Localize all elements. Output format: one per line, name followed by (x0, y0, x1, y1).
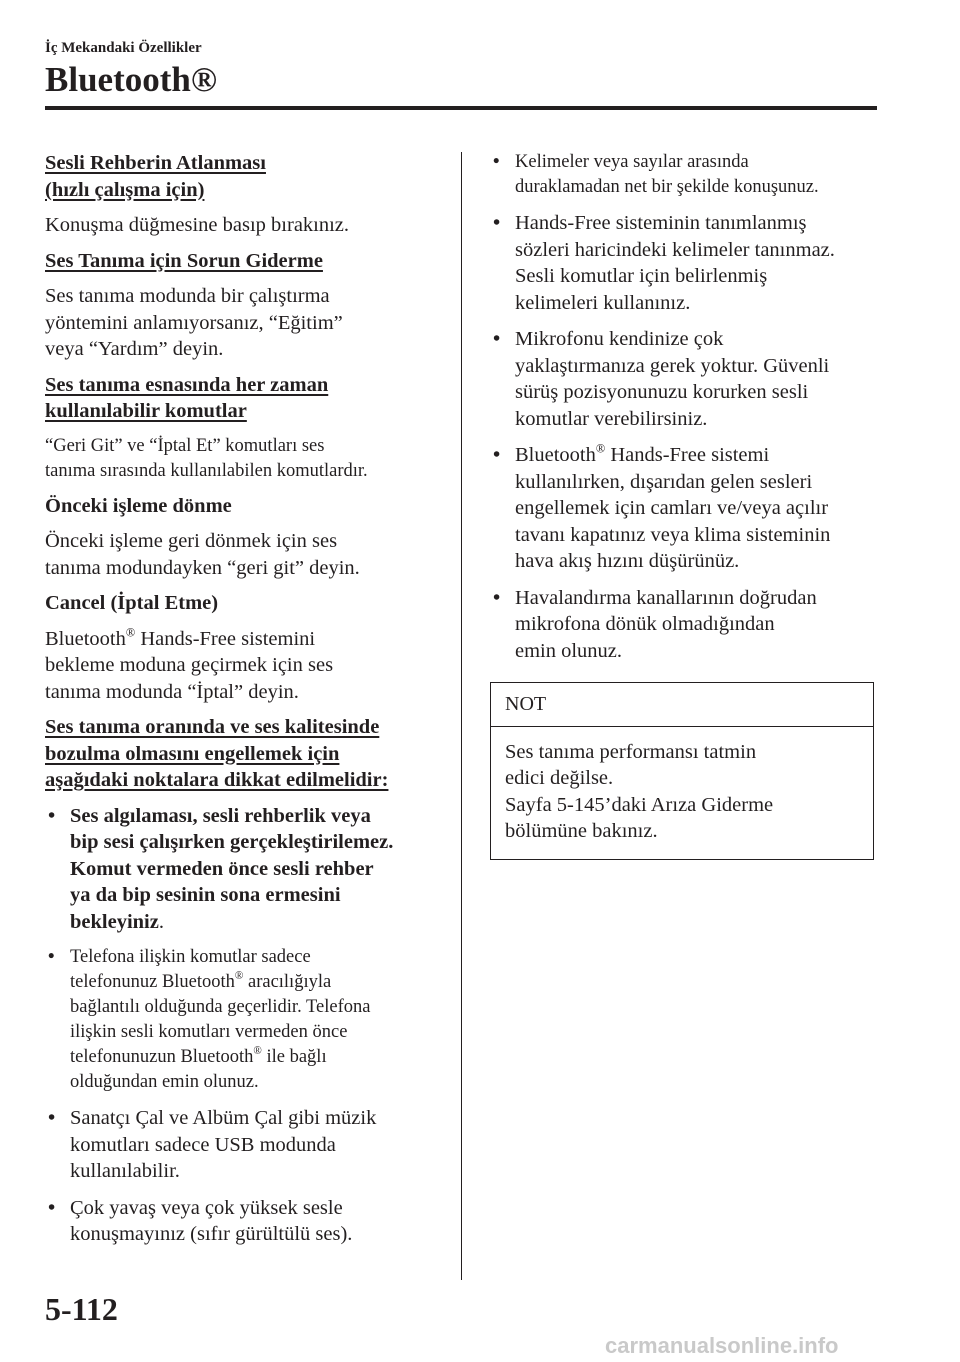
watermark: carmanualsonline.info (605, 1333, 839, 1358)
list-item: • Sanatçı Çal ve Albüm Çal gibi müzik komutları sadece USB modunda kullanılabilir. (45, 1105, 445, 1185)
list-item: • Kelimeler veya sayılar arasında duraklamadan net bir şekilde konuşunuz. (490, 150, 880, 200)
heading-always-available-commands: Ses tanıma esnasında her zaman kullanılabilir komutlar (45, 373, 329, 422)
right-bullet-list (490, 150, 880, 664)
heading-troubleshooting: Ses Tanıma için Sorun Giderme (45, 249, 323, 272)
note-title: NOT (491, 683, 873, 727)
list-item: • Ses algılaması, sesli rehberlik veya bip sesi çalışırken gerçekleştirilemez. Komut vermeden önce sesli rehber ya da bip sesinin sona ermesini bekleyiniz. (45, 803, 445, 936)
list-item: • Mikrofonu kendinize çok yaklaştırmanıza gerek yoktur. Güvenli sürüş pozisyonunuzu korurken sesli komutlar verebilirsiniz. (490, 326, 880, 432)
heading-recognition-quality: Ses tanıma oranında ve ses kalitesinde bozulma olmasını engellemek için aşağıdaki noktalara dikkat edilmelidir: (45, 716, 389, 791)
list-item: • Hands-Free sisteminin tanımlanmış sözleri haricindeki kelimeler tanınmaz. Sesli komutlar için belirlenmiş kelimeleri kullanınız. (490, 210, 880, 316)
note-box (490, 682, 874, 860)
heading-skip-voice-guide: Sesli Rehberin Atlanması (hızlı çalışma için) (45, 152, 266, 201)
heading-go-back: Önceki işleme dönme (45, 494, 232, 517)
left-bullet-list (45, 803, 445, 1248)
heading-cancel: Cancel (İptal Etme) (45, 592, 219, 614)
paragraph-cancel: Bluetooth® Hands-Free sistemini bekleme moduna geçirmek için ses tanıma modunda “İptal” deyin. (45, 624, 334, 703)
list-item: • Çok yavaş veya çok yüksek sesle konuşmayınız (sıfır gürültülü ses). (45, 1195, 445, 1248)
left-column (45, 150, 445, 1258)
page-title: Bluetooth® (45, 60, 217, 99)
paragraph-talk-button: Konuşma düğmesine basıp bırakınız. (45, 214, 350, 236)
list-item: • Bluetooth® Hands-Free sistemi kullanılırken, dışarıdan gelen sesleri engellemek için camları ve/veya açılır tavanı kapatınız veya klima sisteminin hava akış hızını düşürünüz. (490, 442, 880, 575)
paragraph-troubleshooting: Ses tanıma modunda bir çalıştırma yöntemini anlamıyorsanız, “Eğitim” veya “Yardım” deyin. (45, 285, 343, 360)
paragraph-go-back: Önceki işleme geri dönmek için ses tanıma modundayken “geri git” deyin. (45, 530, 360, 579)
column-divider (461, 152, 462, 1280)
note-body: Ses tanıma performansı tatmin edici değilse. Sayfa 5-145’daki Arıza Giderme bölümüne bakınız. (505, 740, 774, 842)
section-label: İç Mekandaki Özellikler (45, 40, 202, 56)
list-item: • Telefona ilişkin komutlar sadece telefonunuz Bluetooth® aracılığıyla bağlantılı olduğunda geçerlidir. Telefona ilişkin sesli komutları vermeden önce telefonunuzun Bluetooth® ile bağlı olduğundan emin olunuz. (45, 945, 445, 1095)
list-item: • Havalandırma kanallarının doğrudan mikrofona dönük olmadığından emin olunuz. (490, 585, 880, 665)
page-number: 5-112 (45, 1291, 118, 1327)
header-divider (45, 106, 877, 110)
paragraph-always-available-commands: “Geri Git” ve “İptal Et” komutları ses tanıma sırasında kullanılabilen komutlardır. (45, 435, 368, 481)
right-column (490, 150, 880, 860)
